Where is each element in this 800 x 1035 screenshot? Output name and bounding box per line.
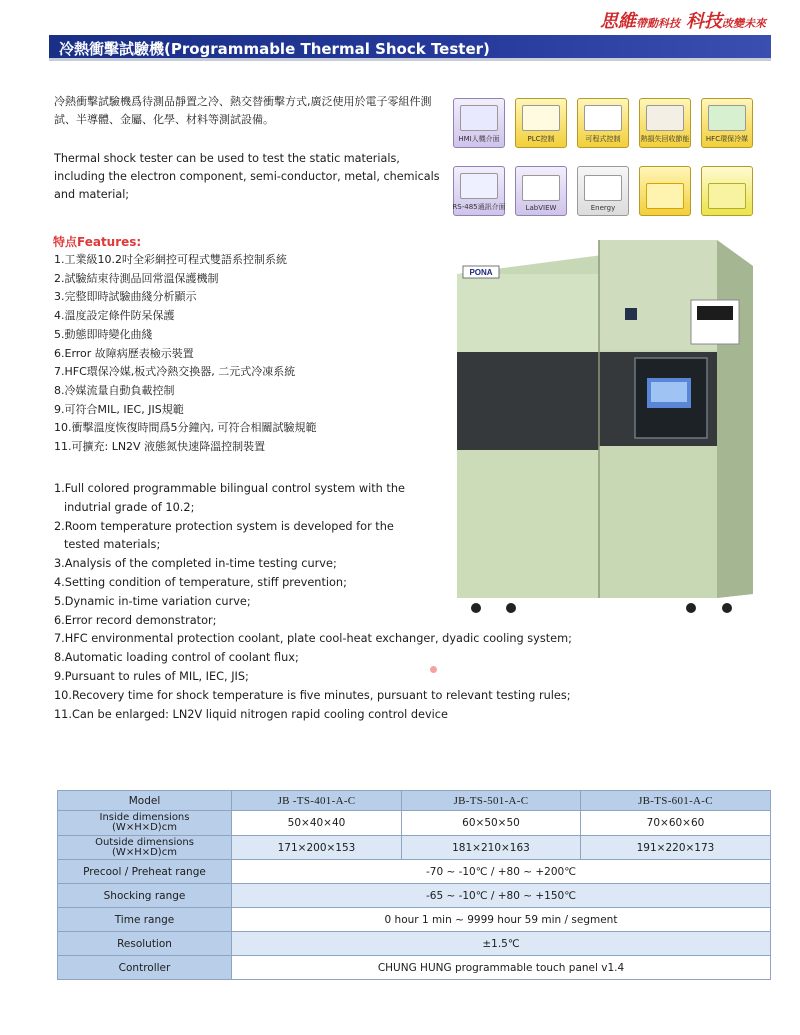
icon-label: HFC環保冷媒	[705, 135, 749, 143]
spec-row	[58, 811, 771, 836]
spec-table	[57, 790, 771, 980]
feature-item: 3.Analysis of the completed in-time testing curve;	[54, 557, 337, 571]
label-line: Outside dimensions	[95, 836, 194, 848]
feature-item: 2.Room temperature protection system is developed for the	[54, 519, 394, 533]
header-cell: JB-TS-501-A-C	[402, 791, 581, 811]
slogan	[600, 7, 772, 33]
brand-label: PONA	[469, 268, 493, 277]
feature-item: 10.衝擊溫度恢復時間爲5分鐘內, 可符合相關試驗規範	[54, 421, 317, 435]
row-label: Time range	[58, 908, 232, 932]
feature-item: 6.Error record demonstrator;	[54, 613, 217, 627]
label-line: (W×H×D)cm	[112, 822, 177, 833]
value-cell: 50×40×40	[232, 811, 402, 836]
value-cell: ±1.5℃	[232, 932, 771, 956]
safety-icon	[701, 166, 753, 216]
value-cell: -65 ~ -10℃ / +80 ~ +150℃	[232, 884, 771, 908]
label-line: (W×H×D)cm	[112, 846, 177, 858]
feature-item: 5.Dynamic in-time variation curve;	[54, 594, 251, 608]
row-label: Controller	[58, 956, 232, 980]
feature-item: 5.動態即時變化曲綫	[54, 327, 153, 341]
spec-row	[58, 908, 771, 932]
rs485-icon	[453, 166, 505, 216]
row-label	[58, 836, 232, 860]
feature-item: 6.Error 故障病歷表檢示裝置	[54, 346, 194, 360]
row-label: Resolution	[58, 932, 232, 956]
hfc-icon	[701, 98, 753, 148]
feature-item: 1.Full colored programmable bilingual control system with the	[54, 482, 405, 495]
feature-item: 9.可符合MIL, IEC, JIS規範	[54, 402, 184, 416]
spec-row	[58, 932, 771, 956]
value-cell: 181×210×163	[402, 836, 581, 860]
intro-english: Thermal shock tester can be used to test the static materials, including the electron component, semi-conductor, metal, chemicals and material;	[54, 152, 440, 201]
spec-row	[58, 860, 771, 884]
row-label	[58, 811, 232, 836]
icon-label: Energy	[590, 204, 616, 212]
intro-chinese: 冷熱衝擊試驗機爲待測品靜置之冷、熱交替衝擊方式,廣泛使用於電子零組件測試、半導體、金屬、化學、材料等測試設備。	[54, 95, 432, 126]
labview-icon	[515, 166, 567, 216]
feature-item: 7.HFC環保冷媒,板式冷熱交換器, 二元式冷凍系統	[54, 365, 296, 379]
slogan-part: 思維	[600, 11, 636, 32]
header-cell: Model	[58, 791, 232, 811]
decorative-dot	[430, 666, 437, 673]
value-cell: 191×220×173	[581, 836, 771, 860]
value-cell: CHUNG HUNG programmable touch panel v1.4	[232, 956, 771, 980]
slogan-part: 科技	[686, 11, 722, 32]
value-cell: 0 hour 1 min ~ 9999 hour 59 min / segment	[232, 908, 771, 932]
plc-icon	[515, 98, 567, 148]
row-label: Shocking range	[58, 884, 232, 908]
features-chinese-list	[54, 251, 316, 457]
feature-item: 11.可擴充: LN2V 液態氮快速降溫控制裝置	[54, 440, 266, 454]
feature-item: 9.Pursuant to rules of MIL, IEC, JIS;	[54, 669, 249, 683]
feature-item: 7.HFC environmental protection coolant, plate cool-heat exchanger, dyadic cooling system;	[54, 632, 572, 646]
heat-recovery-icon	[639, 98, 691, 148]
feature-item: 10.Recovery time for shock temperature is five minutes, pursuant to relevant testing rules;	[54, 688, 571, 702]
energy-star-icon	[577, 166, 629, 216]
spec-row	[58, 884, 771, 908]
hmi-icon	[453, 98, 505, 148]
feature-item: 4.溫度設定條件防呆保護	[54, 309, 175, 323]
feature-item: 11.Can be enlarged: LN2V liquid nitrogen rapid cooling control device	[54, 707, 448, 721]
value-cell: 60×50×50	[402, 811, 581, 836]
spec-row	[58, 836, 771, 860]
icon-label: HMI人機介面	[458, 135, 500, 143]
feature-item: 4.Setting condition of temperature, stiff prevention;	[54, 575, 347, 589]
program-icon	[577, 98, 629, 148]
icon-label: RS-485通訊介面	[452, 203, 506, 211]
value-cell: 70×60×60	[581, 811, 771, 836]
slogan-part: 帶動科技	[636, 17, 680, 30]
slogan-part: 改變未來	[722, 17, 766, 30]
feature-item: 2.試驗結束待測品回常溫保護機制	[54, 271, 219, 285]
icon-label: 可程式控制	[585, 135, 621, 143]
feature-item-continued: tested materials;	[64, 538, 161, 552]
features-title: 特点Features:	[53, 235, 142, 249]
header-cell: JB-TS-601-A-C	[581, 791, 771, 811]
feature-item: 3.完整即時試驗曲綫分析顯示	[54, 290, 197, 304]
spec-header-row	[58, 791, 771, 811]
feature-item: 8.Automatic loading control of coolant flux;	[54, 651, 299, 665]
feature-item-continued: indutrial grade of 10.2;	[64, 500, 195, 514]
page-title: 冷熱衝擊試驗機(Programmable Thermal Shock Tester)	[59, 40, 490, 58]
spec-row	[58, 956, 771, 980]
ln2-icon	[639, 166, 691, 216]
icon-label: 熱損失回收節能	[640, 135, 690, 143]
thermal-shock-tester-photo	[455, 240, 755, 620]
value-cell: 171×200×153	[232, 836, 402, 860]
icon-label: LabVIEW	[525, 204, 557, 212]
header-cell: JB -TS-401-A-C	[232, 791, 402, 811]
row-label: Precool / Preheat range	[58, 860, 232, 884]
feature-item: 1.工業級10.2吋全彩網控可程式雙語系控制系統	[54, 253, 287, 266]
icon-label: PLC控制	[527, 135, 555, 143]
title-bar	[49, 35, 771, 61]
label-line: Inside dimensions	[99, 812, 190, 823]
value-cell: -70 ~ -10℃ / +80 ~ +200℃	[232, 860, 771, 884]
feature-item: 8.冷媒流量自動負載控制	[54, 383, 175, 397]
